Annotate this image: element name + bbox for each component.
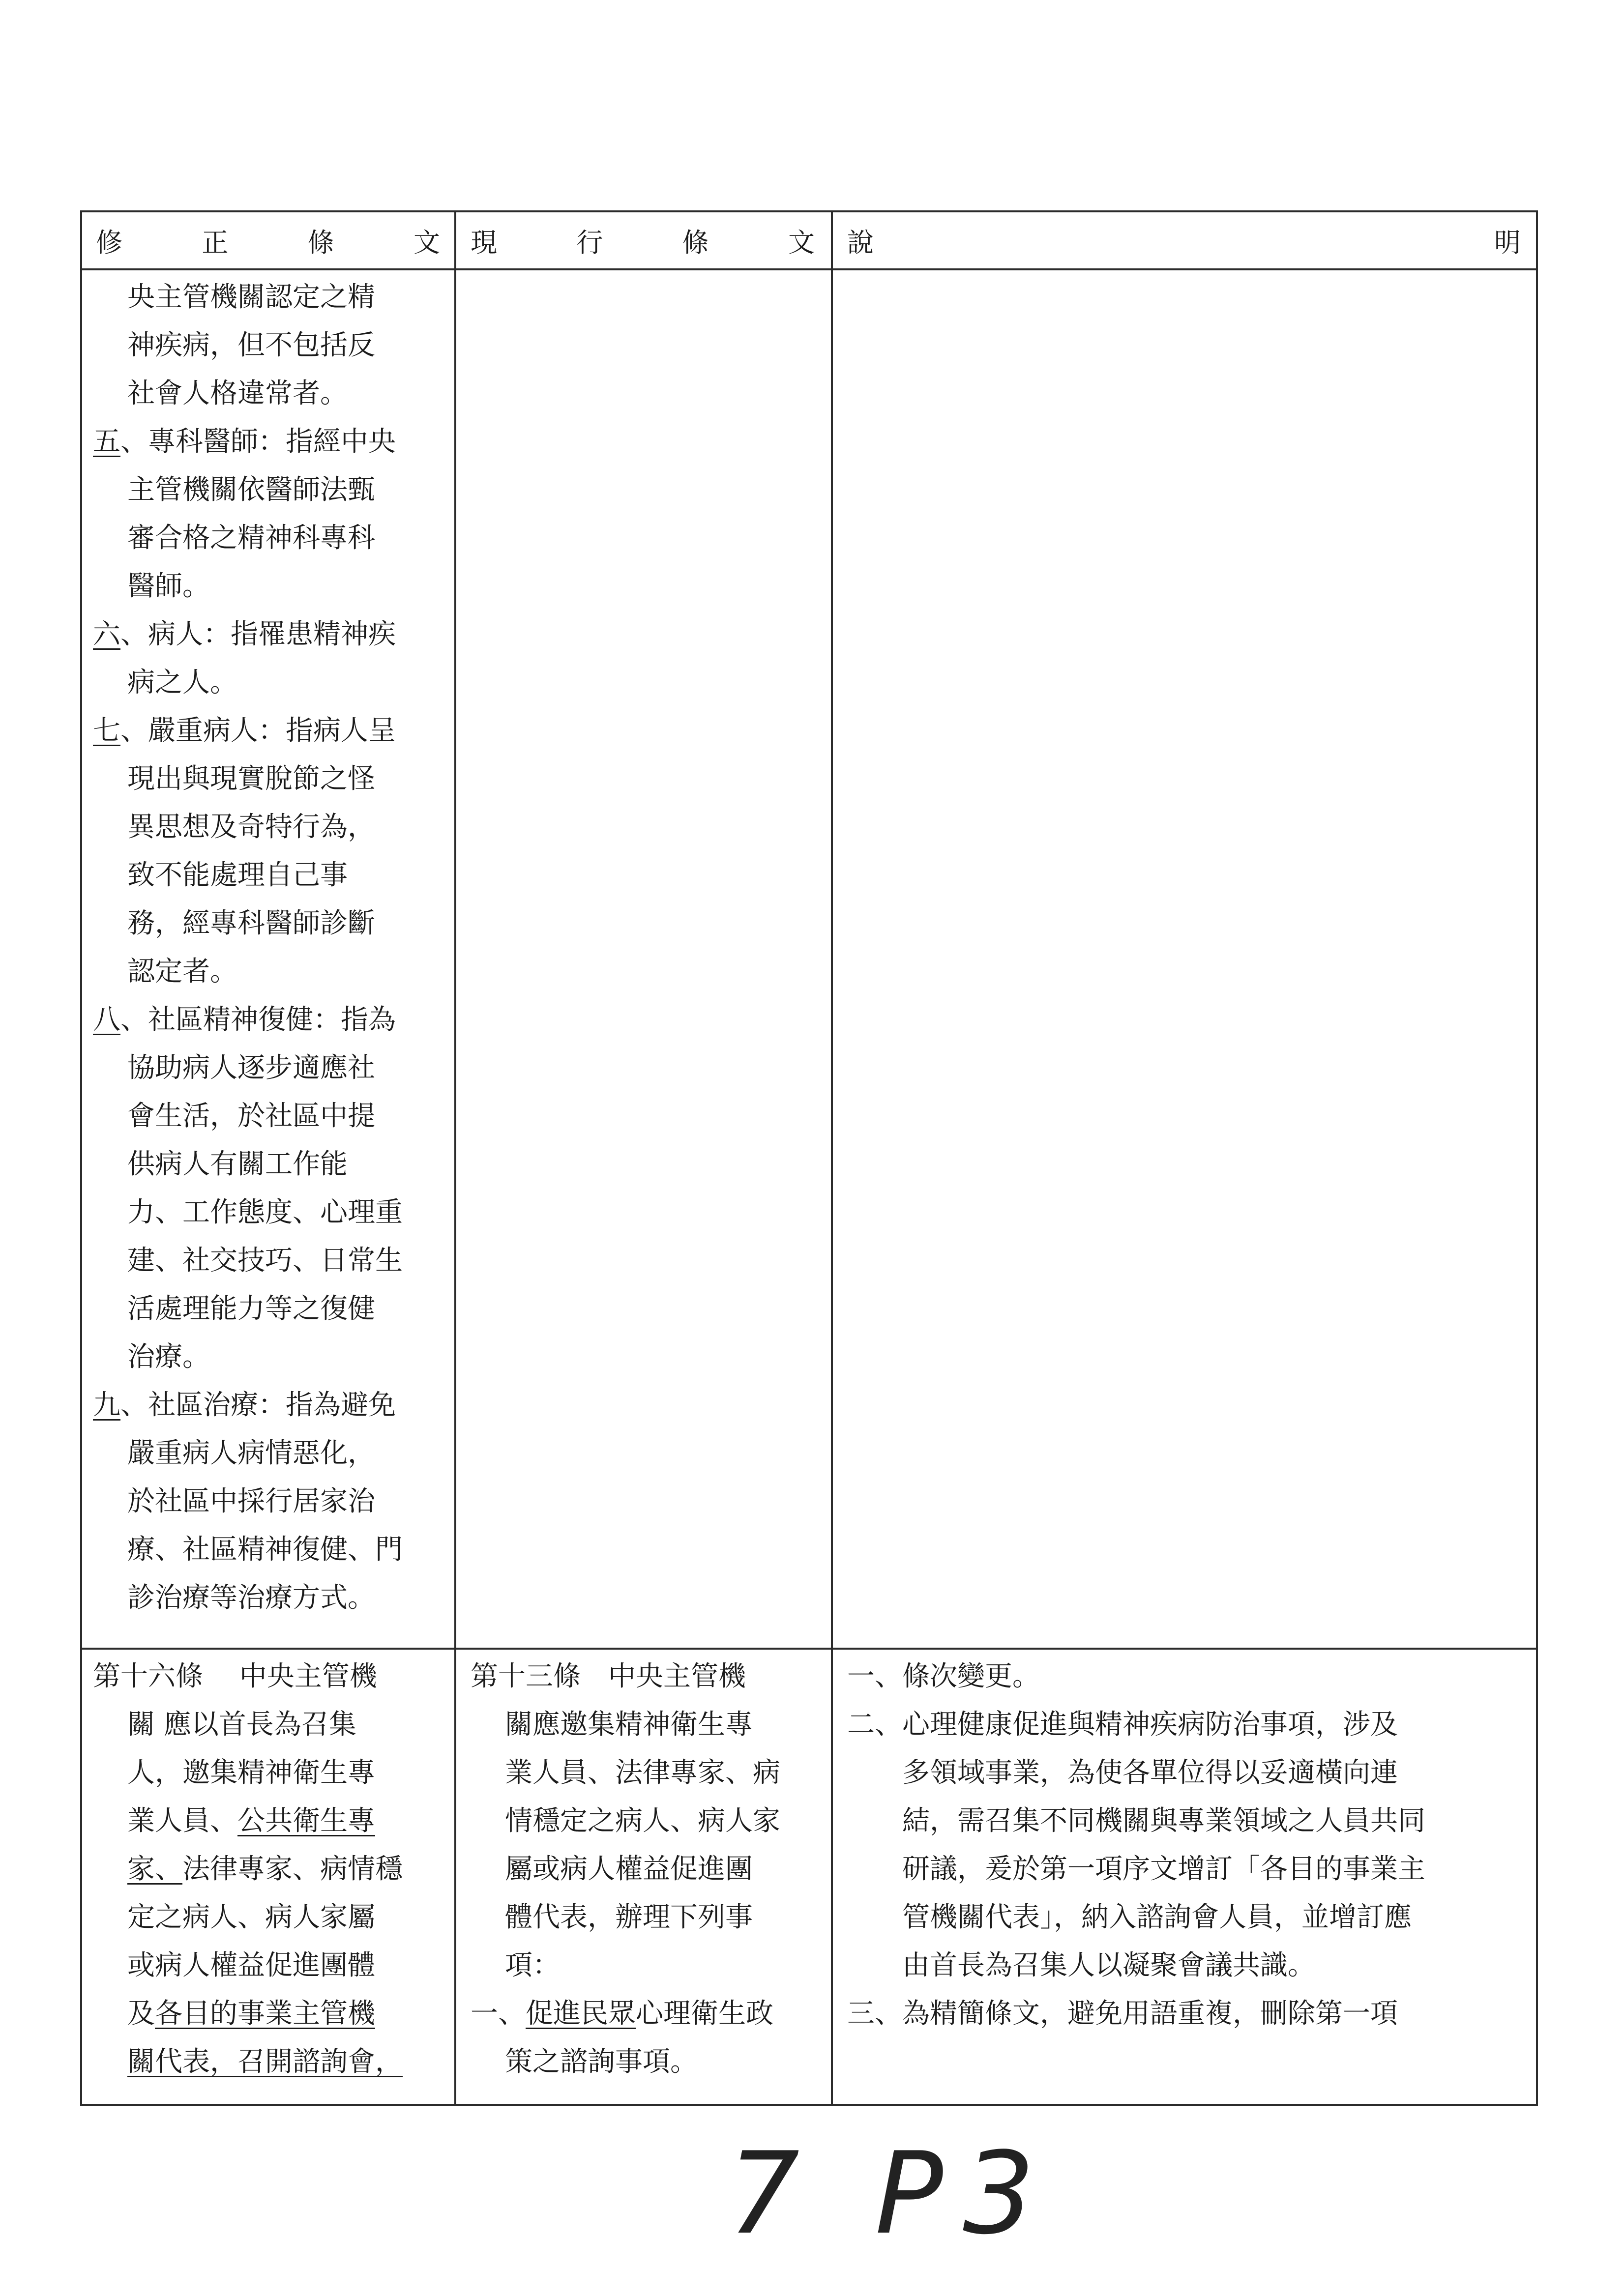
explanation-point-1: 一、條次變更。 bbox=[847, 1660, 1040, 1692]
definition-item-8 bbox=[93, 996, 452, 1381]
header-char: 條 bbox=[682, 227, 709, 258]
row2-amended-cell bbox=[93, 1653, 452, 2086]
text-line: 結，需召集不同機關與專業領域之人員共同 bbox=[902, 1805, 1425, 1837]
text-line: 力、工作態度、心理重 bbox=[127, 1196, 403, 1228]
header-char: 文 bbox=[413, 227, 440, 258]
definition-item-6 bbox=[93, 610, 452, 707]
text-line: 、專科醫師：指經中央 bbox=[120, 426, 396, 458]
added-text: 關代表，召開諮詢會， bbox=[127, 2046, 403, 2078]
item-marker: 七 bbox=[93, 715, 120, 747]
text-line: 治療。 bbox=[127, 1341, 210, 1373]
header-char: 修 bbox=[96, 227, 122, 258]
text-line: 病之人。 bbox=[127, 667, 237, 698]
row1-amended-cell bbox=[93, 273, 452, 1622]
text-line: 多領域事業，為使各單位得以妥適橫向連 bbox=[902, 1757, 1398, 1789]
text-line: 項： bbox=[505, 1949, 560, 1981]
row2-explanation-cell bbox=[847, 1653, 1531, 2038]
text-line: 異思想及奇特行為， bbox=[127, 811, 375, 843]
text-line: 於社區中採行居家治 bbox=[127, 1485, 375, 1517]
text-line: 、嚴重病人：指病人呈 bbox=[120, 715, 396, 747]
text-line: 、病人：指罹患精神疾 bbox=[120, 618, 396, 650]
text-span: 一、 bbox=[471, 1998, 526, 2030]
header-char: 現 bbox=[471, 227, 497, 258]
text-line: 務，經專科醫師診斷 bbox=[127, 907, 375, 939]
header-char: 說 bbox=[847, 227, 874, 258]
definition-item-5 bbox=[93, 418, 452, 610]
explanation-point-2: 二、心理健康促進與精神疾病防治事項，涉及 bbox=[847, 1709, 1398, 1741]
item-marker: 九 bbox=[93, 1389, 120, 1421]
header-char: 文 bbox=[788, 227, 815, 258]
row2-current-cell bbox=[471, 1653, 825, 2086]
text-line: 屬或病人權益促進團 bbox=[505, 1853, 753, 1885]
text-line: 社會人格違常者。 bbox=[127, 378, 348, 409]
text-line: 或病人權益促進團體 bbox=[127, 1949, 375, 1981]
added-text: 家、 bbox=[127, 1853, 182, 1885]
text-line: 現出與現實脫節之怪 bbox=[127, 763, 375, 795]
header-char: 條 bbox=[307, 227, 334, 258]
text-line: 人，邀集精神衛生專 bbox=[127, 1757, 375, 1789]
explanation-point-3: 三、為精簡條文，避免用語重複，刪除第一項 bbox=[847, 1998, 1398, 2030]
text-line: 央主管機關認定之精 bbox=[127, 281, 375, 313]
definition-item-7 bbox=[93, 707, 452, 996]
article-heading: 第十三條 中央主管機 bbox=[471, 1660, 746, 1692]
text-line: 、社區精神復健：指為 bbox=[120, 1004, 396, 1036]
text-line: 定之病人、病人家屬 bbox=[127, 1901, 375, 1933]
text-line: 由首長為召集人以凝聚會議共識。 bbox=[902, 1949, 1315, 1981]
item-marker: 五 bbox=[93, 426, 120, 458]
text-line: 神疾病，但不包括反 bbox=[127, 329, 375, 361]
text-line: 供病人有關工作能 bbox=[127, 1148, 348, 1180]
added-text: 各目的事業主管機 bbox=[155, 1998, 375, 2030]
row-divider bbox=[82, 1648, 1536, 1650]
text-span: 及 bbox=[127, 1998, 155, 2030]
header-current-text bbox=[471, 212, 815, 268]
added-text: 公共衛生專 bbox=[237, 1805, 375, 1837]
text-line: 醫師。 bbox=[127, 570, 210, 602]
text-line: 療、社區精神復健、門 bbox=[127, 1534, 403, 1566]
text-line: 審合格之精神科專科 bbox=[127, 522, 375, 554]
header-amended-text bbox=[96, 212, 440, 268]
text-line: 業人員、法律專家、病 bbox=[505, 1757, 780, 1789]
text-line: 診治療等治療方式。 bbox=[127, 1582, 375, 1614]
text-line: 管機關代表」，納入諮詢會人員，並增訂應 bbox=[902, 1901, 1412, 1933]
text-line: 活處理能力等之復健 bbox=[127, 1293, 375, 1325]
header-char: 行 bbox=[576, 227, 603, 258]
text-line: 建、社交技巧、日常生 bbox=[127, 1245, 403, 1277]
text-line: 、社區治療：指為避免 bbox=[120, 1389, 396, 1421]
text-line: 嚴重病人病情惡化， bbox=[127, 1437, 375, 1469]
text-line: 研議，爰於第一項序文增訂「各目的事業主 bbox=[902, 1853, 1425, 1885]
text-span: 法律專家、病情穩 bbox=[182, 1853, 403, 1885]
text-line: 主管機關依醫師法甄 bbox=[127, 474, 375, 506]
text-span: 業人員、 bbox=[127, 1805, 237, 1837]
text-line: 致不能處理自己事 bbox=[127, 859, 348, 891]
item-marker: 八 bbox=[93, 1004, 120, 1036]
text-line: 情穩定之病人、病人家 bbox=[505, 1805, 780, 1837]
header-char: 正 bbox=[202, 227, 229, 258]
header-divider bbox=[82, 268, 1536, 270]
text-span: 心理衛生政 bbox=[636, 1998, 773, 2030]
text-line: 會生活，於社區中提 bbox=[127, 1100, 375, 1132]
handwritten-page-number: 7 P3 bbox=[728, 2128, 1055, 2260]
column-divider bbox=[454, 212, 456, 2104]
text-line: 策之諮詢事項。 bbox=[505, 2046, 698, 2078]
item-marker: 六 bbox=[93, 618, 120, 650]
text-line: 體代表，辦理下列事 bbox=[505, 1901, 753, 1933]
text-line: 關 應以首長為召集 bbox=[127, 1709, 356, 1741]
deleted-text: 促進民眾 bbox=[526, 1998, 636, 2030]
text-line: 認定者。 bbox=[127, 956, 237, 988]
definition-item-9 bbox=[93, 1381, 452, 1622]
amendment-table bbox=[80, 210, 1538, 2106]
text-line: 關應邀集精神衛生專 bbox=[505, 1709, 753, 1741]
column-divider bbox=[831, 212, 833, 2104]
article-heading: 第十六條 中央主管機 bbox=[93, 1660, 377, 1692]
text-line: 協助病人逐步適應社 bbox=[127, 1052, 375, 1084]
header-explanation bbox=[847, 212, 1521, 268]
header-char: 明 bbox=[1494, 227, 1521, 258]
